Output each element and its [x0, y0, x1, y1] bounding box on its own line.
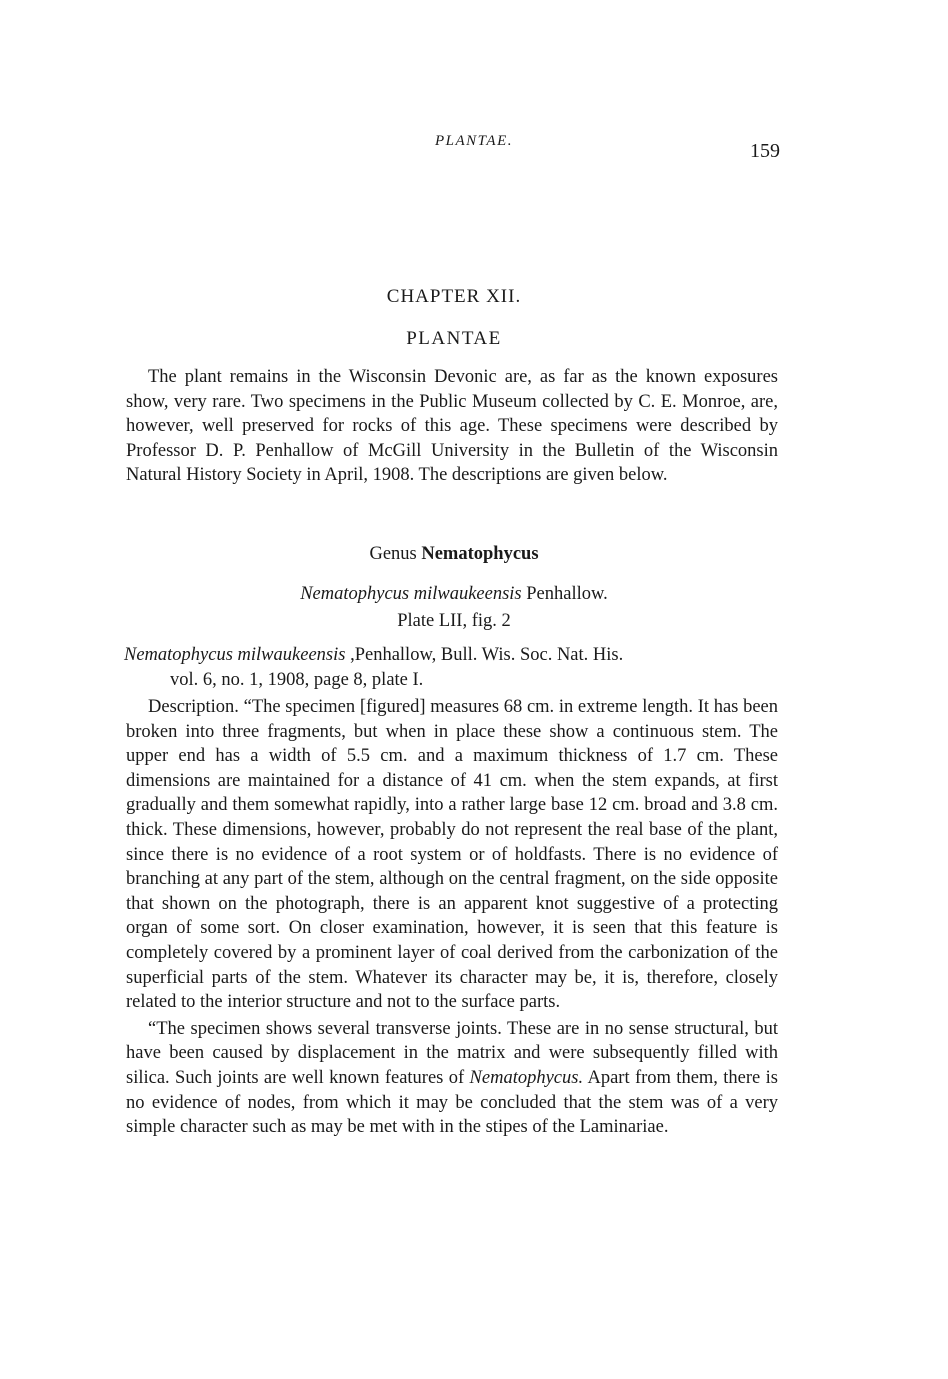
- chapter-number: CHAPTER XII.: [386, 286, 522, 307]
- citation-line2: vol. 6, no. 1, 1908, page 8, plate I.: [170, 669, 424, 690]
- description-paragraph-2: [126, 1017, 778, 1140]
- species-author: Penhallow.: [521, 584, 608, 604]
- species-name: Nematophycus milwaukeensis: [300, 584, 522, 604]
- citation-line1: ,Penhallow, Bull. Wis. Soc. Nat. His.: [345, 645, 624, 665]
- species-heading: [0, 584, 908, 605]
- genus-name: Nematophycus: [421, 544, 539, 564]
- genus-heading: [0, 544, 908, 565]
- chapter-title: PLANTAE: [406, 328, 502, 349]
- description-paragraph-1: Description. “The specimen [figured] measures 68 cm. in extreme length. It has been broken into three fragments, but when in place these show a continuous stem. The upper end has a width of 5.5 cm. and a maximum thickness of 1.7 cm. These dimensions are maintained for a distance of 41 cm. when the stem expands, at first gradually and them somewhat rapidly, into a rather large base 12 cm. broad and 3.8 cm. thick. These dimensions, however, probably do not represent the real base of the plant, since there is no evidence of a root system or of holdfasts. There is no evidence of branching at any part of the stem, although on the central fragment, on the side opposite that shown on the photograph, there is an apparent knot suggestive of a protecting organ of some sort. On closer examination, however, it is seen that this feature is completely covered by a prominent layer of coal derived from the carbonization of the superficial parts of the stem. Whatever its character may be, it is, therefore, closely related to the interior structure and not to the surface parts.: [126, 697, 778, 1013]
- plate-reference: Plate LII, fig. 2: [397, 611, 511, 631]
- page-number: 159: [750, 140, 780, 162]
- paragraph-2-text-a: “The specimen shows several transverse joints. These are in no sense structural, but have been caused by displacement in the matrix and were subsequently filled with silica. Such joints are well known features of: [126, 1018, 778, 1088]
- genus-prefix: Genus: [369, 544, 422, 564]
- intro-paragraph: The plant remains in the Wisconsin Devonic are, as far as the known exposures show, very rare. Two specimens in the Public Museum collected by C. E. Monroe, are, however, well preserved for rocks of this age. These specimens were described by Professor D. P. Penhallow of McGill University in the Bulletin of the Wisconsin Natural History Society in April, 1908. The descriptions are given below.: [126, 367, 778, 486]
- paragraph-2-text-b: Apart from them, there is no evidence of nodes, from which it may be concluded that the stem was of a very simple character such as may be met with in the stipes of the Laminariae.: [126, 1067, 778, 1138]
- description-section: [126, 695, 778, 1140]
- intro-section: [126, 365, 778, 488]
- citation-species: Nematophycus milwaukeensis: [124, 645, 346, 665]
- citation: [124, 643, 780, 692]
- paragraph-2-genus: Nematophycus.: [469, 1067, 584, 1088]
- running-title: PLANTAE.: [435, 133, 513, 149]
